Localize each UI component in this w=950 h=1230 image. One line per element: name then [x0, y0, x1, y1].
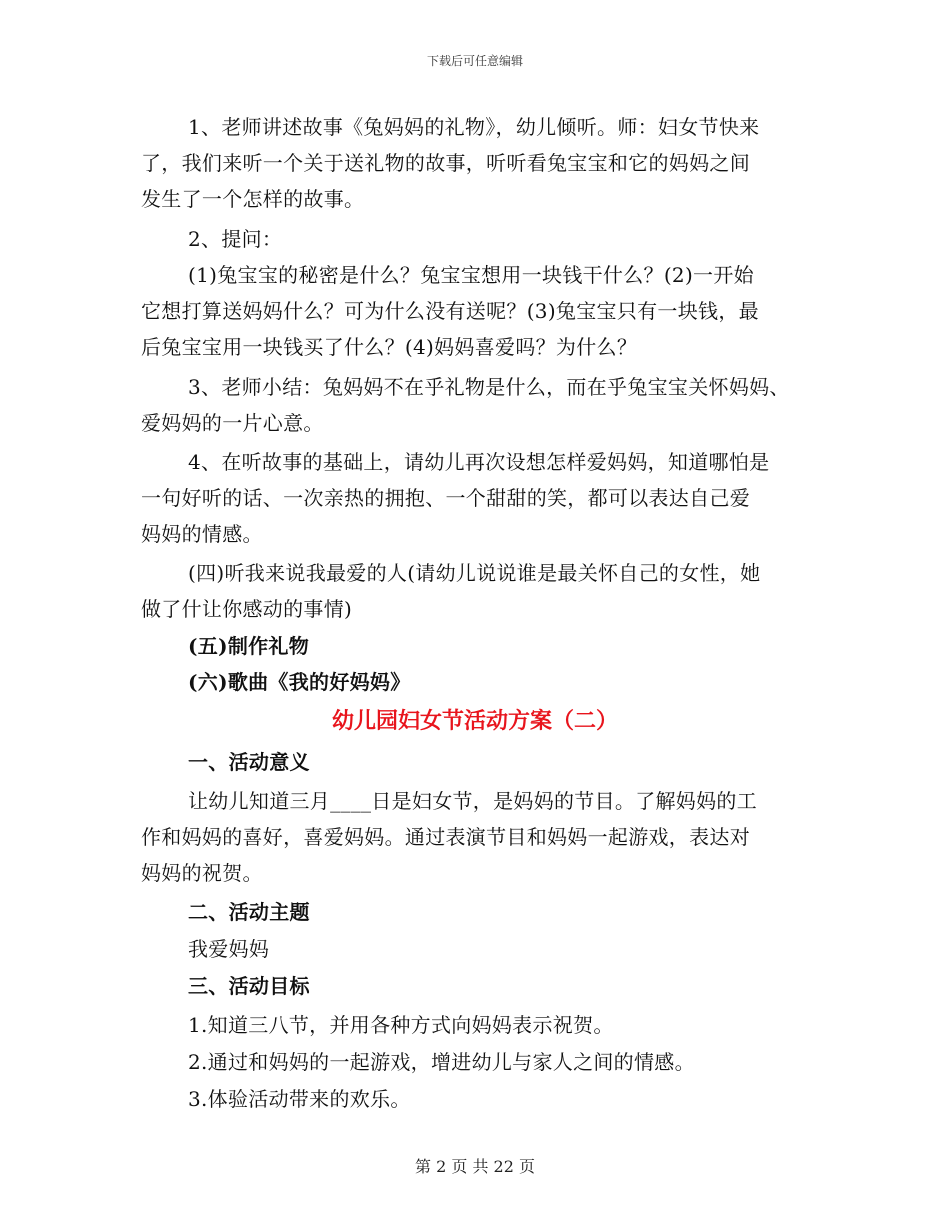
paragraph-line: (四)听我来说我最爱的人(请幼儿说说谁是最关怀自己的女性，她: [188, 561, 761, 585]
section-heading: 一、活动意义: [188, 750, 310, 774]
paragraph-line: (1)兔宝宝的秘密是什么？兔宝宝想用一块钱干什么？(2)一开始: [188, 263, 754, 287]
paragraph-line: 1、老师讲述故事《兔妈妈的礼物》，幼儿倾听。师：妇女节快来: [188, 115, 760, 139]
section-heading: 三、活动目标: [188, 974, 310, 998]
page-header: 下载后可任意编辑: [426, 54, 523, 68]
list-item: 2.通过和妈妈的一起游戏，增进幼儿与家人之间的情感。: [188, 1050, 695, 1074]
paragraph-line: 妈妈的情感。: [141, 522, 263, 546]
paragraph-line: 2、提问：: [188, 227, 283, 251]
paragraph-line: 一句好听的话、一次亲热的拥抱、一个甜甜的笑，都可以表达自己爱: [141, 486, 750, 510]
list-item: 3.体验活动带来的欢乐。: [188, 1087, 411, 1111]
paragraph-line: 让幼儿知道三月____日是妇女节，是妈妈的节目。了解妈妈的工: [188, 789, 757, 813]
paragraph-line: 3、老师小结：兔妈妈不在乎礼物是什么，而在乎兔宝宝关怀妈妈、: [188, 375, 790, 399]
section-heading: 二、活动主题: [188, 900, 310, 924]
paragraph-line: 妈妈的祝贺。: [141, 861, 263, 885]
paragraph-line: 发生了一个怎样的故事。: [141, 187, 365, 211]
paragraph-line: 爱妈妈的一片心意。: [141, 411, 324, 435]
paragraph-line: 我爱妈妈: [188, 937, 270, 961]
paragraph-line: 作和妈妈的喜好，喜爱妈妈。通过表演节目和妈妈一起游戏，表达对: [141, 825, 750, 849]
section-heading: (五)制作礼物: [188, 634, 310, 658]
section-heading: (六)歌曲《我的好妈妈》: [188, 670, 411, 694]
page-footer: 第 2 页 共 22 页: [415, 1157, 535, 1176]
paragraph-line: 它想打算送妈妈什么？可为什么没有送呢？(3)兔宝宝只有一块钱，最: [141, 299, 759, 323]
paragraph-line: 4、在听故事的基础上，请幼儿再次设想怎样爱妈妈，知道哪怕是: [188, 450, 770, 474]
document-title: 幼儿园妇女节活动方案（二）: [331, 708, 618, 734]
paragraph-line: 做了什让你感动的事情): [141, 597, 353, 621]
list-item: 1.知道三八节，并用各种方式向妈妈表示祝贺。: [188, 1013, 614, 1037]
paragraph-line: 了，我们来听一个关于送礼物的故事，听听看兔宝宝和它的妈妈之间: [141, 151, 750, 175]
paragraph-line: 后兔宝宝用一块钱买了什么？(4)妈妈喜爱吗？为什么？: [141, 335, 638, 359]
